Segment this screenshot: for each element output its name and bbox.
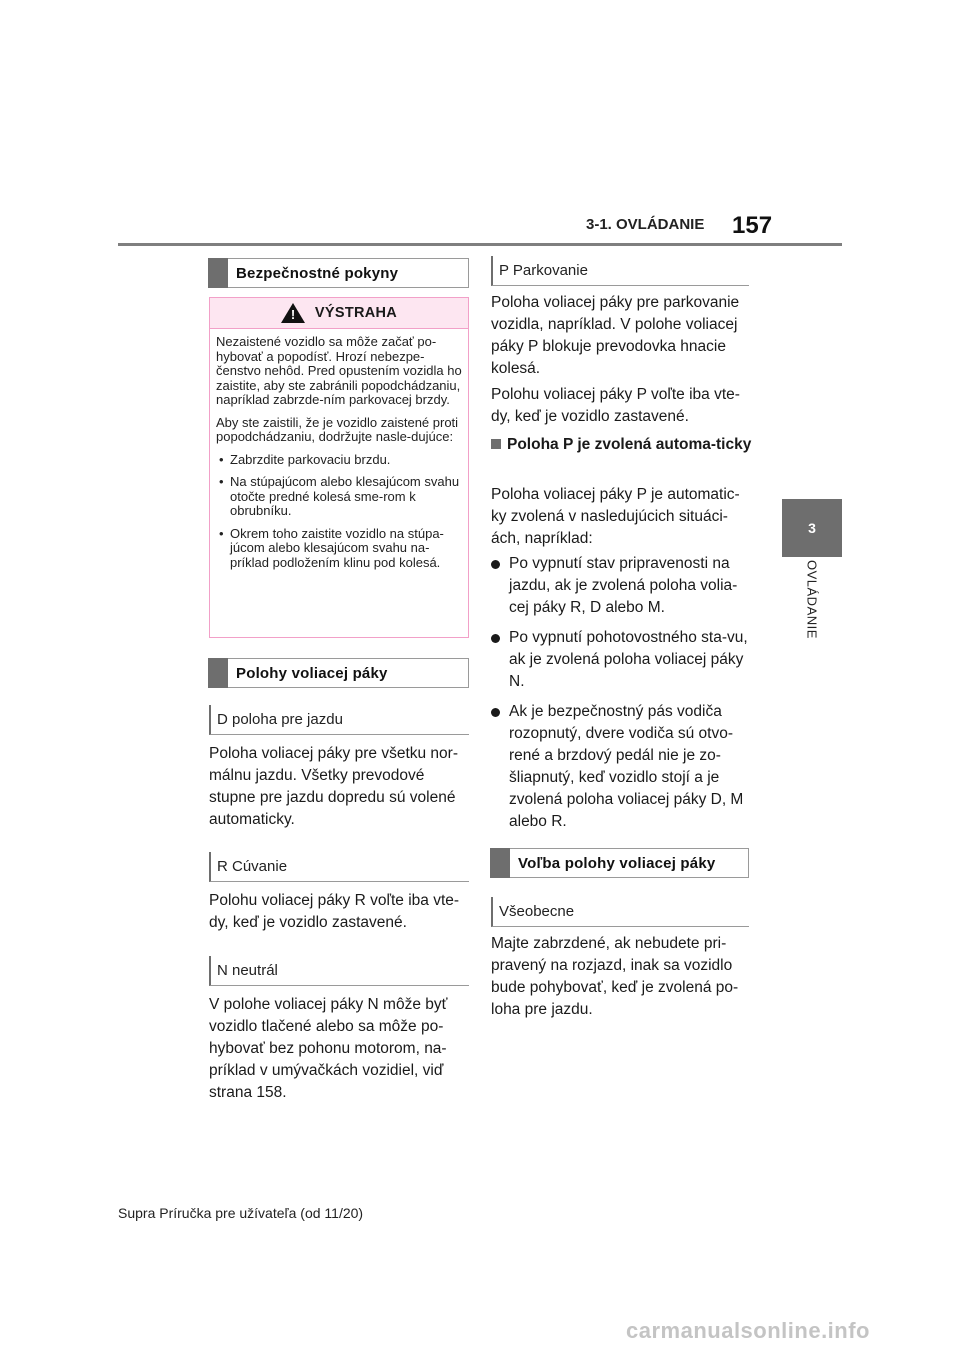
p-paragraph-2: Polohu voliacej páky P voľte iba vte-dy, keď je vozidlo zastavené. xyxy=(491,386,740,425)
warning-paragraph-2: Aby ste zaistili, že je vozidlo zaistené proti popodchádzaniu, dodržujte nasle-dujúce: xyxy=(216,414,459,444)
list-item-text: Ak je bezpečnostný pás vodiča rozopnutý, dvere vodiča sú otvo-rené a brzdový pedál nie je zo-šliapnutý, keď vozidlo stojí a je zvolená poloha voliacej páky D, M alebo R. xyxy=(509,703,744,830)
list-item xyxy=(491,701,753,833)
list-item xyxy=(491,627,753,693)
warning-box xyxy=(209,297,469,638)
warning-icon: ! xyxy=(281,303,305,323)
positions-heading-text: Polohy voliacej páky xyxy=(236,664,388,682)
heading-block xyxy=(490,848,510,878)
list-item-text: Po vypnutí pohotovostného sta-vu, ak je zvolená poloha voliacej páky N. xyxy=(509,629,748,690)
warning-paragraph-1: Nezaistené vozidlo sa môže začať po-hybovať a popodísť. Hrozí nebezpe-čenstvo nehôd. Pred opustením vozidla ho zaistite, aby ste zabránili popodchádzaniu, napríklad zabrzde-ním parkovacej brzdy. xyxy=(216,334,462,407)
d-paragraph: Poloha voliacej páky pre všetku nor-málnu jazdu. Všetky prevodové stupne pre jazdu dopredu sú volené automaticky. xyxy=(209,745,458,828)
watermark: carmanualsonline.info xyxy=(626,1318,870,1343)
r-subheading: R Cúvanie xyxy=(209,852,469,882)
header-divider xyxy=(118,243,842,246)
p-subheading: P Parkovanie xyxy=(491,256,749,286)
warning-header xyxy=(210,298,468,329)
bullet-icon xyxy=(491,708,500,717)
p-paragraph-1: Poloha voliacej páky pre parkovanie vozidla, napríklad. V polohe voliacej páky P blokuje prevodovka hnacie kolesá. xyxy=(491,294,740,377)
square-bullet-icon xyxy=(491,439,501,449)
positions-heading xyxy=(209,658,469,688)
general-paragraph: Majte zabrzdené, ak nebudete pri-pravený na rozjazd, inak sa vozidlo bude pohybovať, keď je zvolená po-loha pre jazdu. xyxy=(491,935,739,1018)
r-paragraph: Polohu voliacej páky R voľte iba vte-dy, keď je vozidlo zastavené. xyxy=(209,892,460,931)
auto-bullet-list xyxy=(491,553,753,841)
warning-list-item: • Zabrzdite parkovaciu brzdu. xyxy=(216,453,462,468)
footer-text: Supra Príručka pre užívateľa (od 11/20) xyxy=(118,1205,364,1221)
bullet-icon xyxy=(491,560,500,569)
chapter-label-text: OVLÁDANIE xyxy=(804,560,820,639)
heading-block xyxy=(208,658,228,688)
select-heading-text: Voľba polohy voliacej páky xyxy=(518,854,716,872)
warning-body xyxy=(210,329,468,570)
bullet-icon xyxy=(491,634,500,643)
chapter-tab xyxy=(782,499,842,557)
heading-block xyxy=(208,258,228,288)
page-number: 157 xyxy=(732,212,773,239)
section-title: 3-1. OVLÁDANIE xyxy=(586,216,705,233)
warning-list-item: • Okrem toho zaistite vozidlo na stúpa-júcom alebo klesajúcom svahu na-príklad podložením klinu pod kolesá. xyxy=(216,527,462,571)
list-item xyxy=(491,553,753,619)
warning-list xyxy=(216,453,462,571)
warning-title: VÝSTRAHA xyxy=(314,305,398,321)
n-paragraph: V polohe voliacej páky N môže byť vozidlo tlačené alebo sa môže po-hybovať bez pohonu motorom, na-príklad v umývačkách vozidiel, viď strana 158. xyxy=(209,996,448,1101)
chapter-number: 3 xyxy=(808,520,816,536)
safety-heading xyxy=(209,258,469,288)
auto-paragraph: Poloha voliacej páky P je automatic-ky zvolená v nasledujúcich situáci-ách, napríklad: xyxy=(491,486,740,547)
auto-subheading-text: Poloha P je zvolená automa-ticky xyxy=(507,436,752,453)
auto-subheading xyxy=(491,434,753,456)
d-subheading: D poloha pre jazdu xyxy=(209,705,469,735)
safety-heading-text: Bezpečnostné pokyny xyxy=(236,264,399,282)
list-item-text: Po vypnutí stav pripravenosti na jazdu, ak je zvolená poloha volia-cej páky R, D alebo M. xyxy=(509,555,738,616)
n-subheading: N neutrál xyxy=(209,956,469,986)
general-subheading: Všeobecne xyxy=(491,897,749,927)
select-heading xyxy=(491,848,749,878)
warning-list-item: • Na stúpajúcom alebo klesajúcom svahu otočte predné kolesá sme-rom k obrubníku. xyxy=(216,475,462,519)
chapter-label xyxy=(782,560,842,660)
